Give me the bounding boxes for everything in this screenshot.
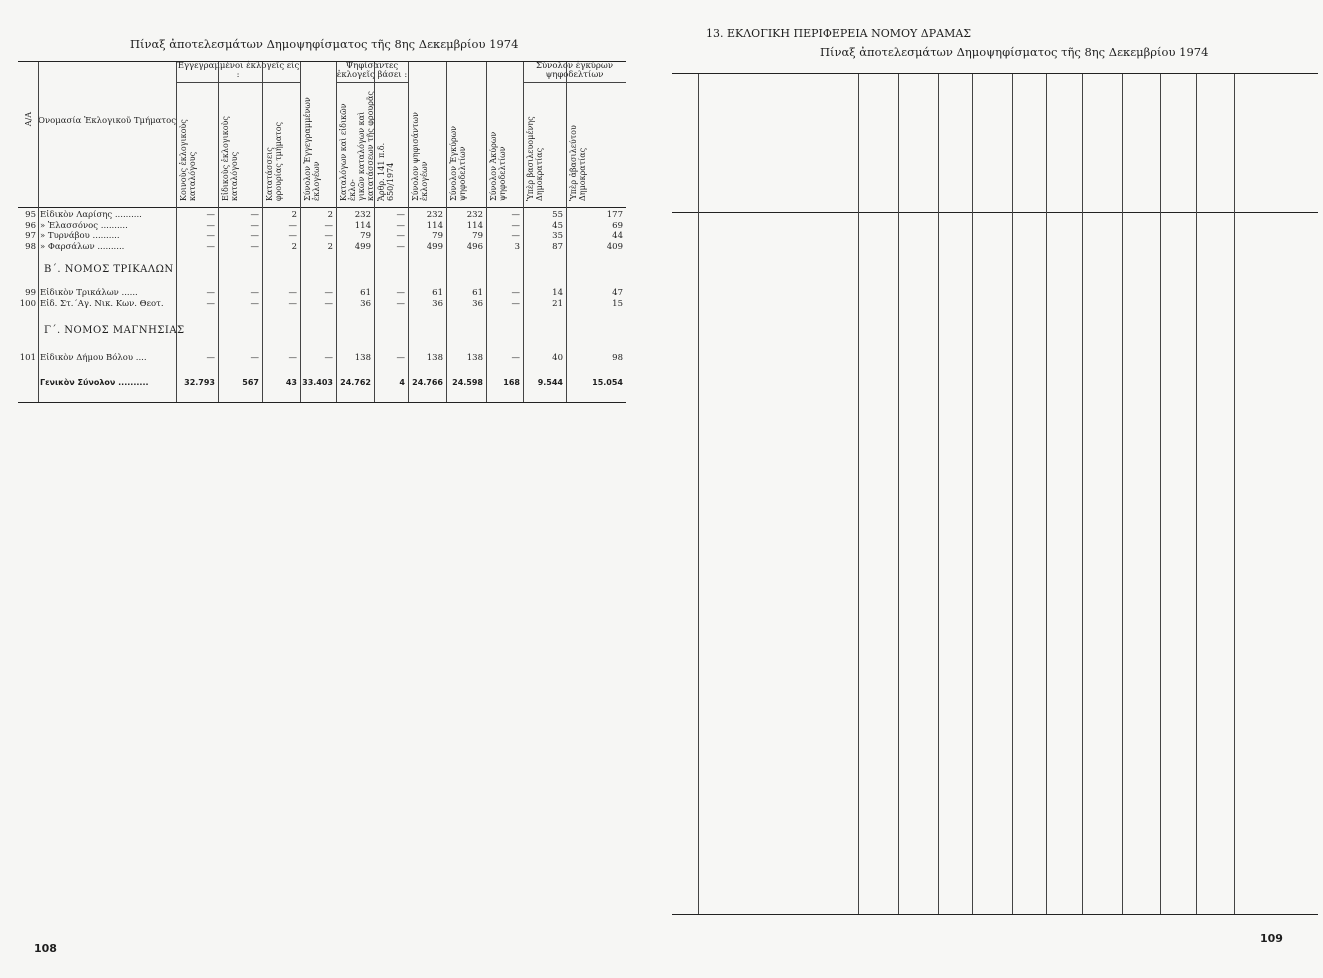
value-cell: 61 bbox=[432, 288, 443, 298]
column-rule bbox=[898, 74, 899, 914]
value-cell: 138 bbox=[466, 353, 483, 363]
value-cell: — bbox=[396, 353, 405, 363]
section-name: » Φαρσάλων .......... bbox=[40, 241, 125, 252]
value-cell: 35 bbox=[552, 231, 563, 241]
value-cell: — bbox=[324, 298, 333, 309]
value-cell: 168 bbox=[503, 377, 520, 387]
header-col-7: Σύνολον ψηφισάντων ἐκλογέων bbox=[411, 112, 429, 201]
header-group-voted: Ψηφίσαντες ἐκλογεῖς βάσει : bbox=[336, 62, 408, 83]
value-cell: 24.598 bbox=[452, 377, 483, 387]
value-cell: — bbox=[206, 210, 215, 220]
value-cell: 32.793 bbox=[184, 377, 215, 387]
value-cell: 24.766 bbox=[412, 377, 443, 387]
value-cell: — bbox=[250, 298, 259, 309]
left-results-table bbox=[18, 61, 626, 403]
column-rule bbox=[1196, 74, 1197, 914]
value-cell: — bbox=[396, 288, 405, 298]
value-cell: 232 bbox=[426, 210, 443, 220]
value-cell: — bbox=[250, 353, 259, 363]
section-heading: Γ΄. ΝΟΜΟΣ ΜΑΓΝΗΣΙΑΣ bbox=[44, 325, 185, 336]
value-cell: — bbox=[396, 220, 405, 231]
value-cell: 15 bbox=[612, 298, 623, 309]
value-cell: 47 bbox=[612, 288, 623, 298]
header-aa: Α/Α bbox=[24, 112, 33, 127]
value-cell: — bbox=[206, 220, 215, 231]
value-cell: 9.544 bbox=[537, 377, 563, 387]
header-group-valid: Σύνολον ἐγκύρων ψηφοδελτίων bbox=[523, 62, 626, 83]
value-cell: 79 bbox=[432, 231, 443, 241]
value-cell: — bbox=[511, 288, 520, 298]
value-cell: 2 bbox=[327, 241, 333, 252]
column-rule bbox=[1082, 74, 1083, 914]
value-cell: 79 bbox=[360, 231, 371, 241]
left-page-number: 108 bbox=[34, 942, 57, 955]
header-col-8: Σύνολον Ἐγκύρων ψηφοδελτίων bbox=[449, 125, 467, 201]
value-cell: 232 bbox=[354, 210, 371, 220]
value-cell: 114 bbox=[354, 220, 371, 231]
value-cell: 114 bbox=[426, 220, 443, 231]
value-cell: 36 bbox=[432, 298, 443, 309]
value-cell: — bbox=[324, 353, 333, 363]
value-cell: — bbox=[396, 241, 405, 252]
value-cell: 232 bbox=[466, 210, 483, 220]
column-rule bbox=[1160, 74, 1161, 914]
value-cell: 24.762 bbox=[340, 377, 371, 387]
right-page-number: 109 bbox=[1260, 932, 1283, 945]
value-cell: 15.054 bbox=[592, 377, 623, 387]
section-name: Εἰδ. Στ.΄Αγ. Νικ. Κων. Θεοτ. bbox=[40, 298, 164, 309]
value-cell: 36 bbox=[472, 298, 483, 309]
value-cell: — bbox=[288, 220, 297, 231]
value-cell: — bbox=[511, 353, 520, 363]
value-cell: — bbox=[511, 298, 520, 309]
header-col-2: Εἰδικοὺς ἐκλογικοὺς καταλόγους bbox=[221, 116, 239, 201]
value-cell: 33.403 bbox=[302, 377, 333, 387]
value-cell: 36 bbox=[360, 298, 371, 309]
drama-results-table bbox=[672, 73, 1318, 915]
column-rule bbox=[1012, 74, 1013, 914]
value-cell: 55 bbox=[552, 210, 563, 220]
value-cell: — bbox=[396, 210, 405, 220]
value-cell: 45 bbox=[552, 220, 563, 231]
section-name: » Ἐλασσόνος .......... bbox=[40, 220, 128, 231]
value-cell: 2 bbox=[291, 210, 297, 220]
left-table-header bbox=[18, 62, 626, 208]
value-cell: — bbox=[324, 231, 333, 241]
header-col-4: Σύνολον Ἐγγεγραμμένων ἐκλογέων bbox=[303, 97, 321, 201]
row-number: 95 bbox=[25, 210, 36, 220]
row-number: 98 bbox=[25, 241, 36, 252]
value-cell: — bbox=[511, 210, 520, 220]
header-col-10: Ὑπὲρ βασιλευομένης Δημοκρατίας bbox=[526, 116, 544, 201]
value-cell: — bbox=[288, 288, 297, 298]
column-rule bbox=[972, 74, 973, 914]
value-cell: — bbox=[396, 231, 405, 241]
value-cell: 21 bbox=[552, 298, 563, 309]
section-heading: Β΄. ΝΟΜΟΣ ΤΡΙΚΑΛΩΝ bbox=[44, 264, 174, 275]
section-name: Εἰδικὸν Τρικάλων ...... bbox=[40, 288, 138, 298]
value-cell: 138 bbox=[354, 353, 371, 363]
value-cell: 2 bbox=[291, 241, 297, 252]
value-cell: 409 bbox=[606, 241, 623, 252]
value-cell: 138 bbox=[426, 353, 443, 363]
section-name: » Τυρνάβου .......... bbox=[40, 231, 120, 241]
value-cell: 44 bbox=[612, 231, 623, 241]
right-table-header bbox=[672, 74, 1318, 213]
value-cell: 3 bbox=[514, 241, 520, 252]
row-number: 97 bbox=[25, 231, 36, 241]
value-cell: — bbox=[250, 231, 259, 241]
value-cell: — bbox=[250, 241, 259, 252]
value-cell: — bbox=[250, 210, 259, 220]
header-col-5: Καταλόγων καὶ εἰδικῶν ἐκλο- γικῶν καταλόγων καὶ κατατάσσεων τῆς φρουρᾶς bbox=[339, 91, 375, 201]
column-rule bbox=[698, 74, 699, 914]
header-col-3: Κατατάσσεις φρουρίας τμήματος bbox=[265, 122, 283, 201]
value-cell: — bbox=[396, 298, 405, 309]
value-cell: — bbox=[511, 231, 520, 241]
value-cell: — bbox=[288, 231, 297, 241]
value-cell: — bbox=[206, 298, 215, 309]
row-number: 100 bbox=[19, 298, 36, 309]
header-col-6: Ἄρθρ. 141 π.δ. 650/1974 bbox=[377, 142, 395, 201]
header-col-11: Ὑπὲρ ἀβασιλεύτου Δημοκρατίας bbox=[569, 125, 587, 201]
value-cell: 79 bbox=[472, 231, 483, 241]
section-name: Εἰδικὸν Δήμου Βόλου .... bbox=[40, 353, 147, 363]
row-number: 101 bbox=[19, 353, 36, 363]
header-col-1: Κοινοὺς ἐκλογικοὺς καταλόγους bbox=[179, 119, 197, 201]
column-rule bbox=[1122, 74, 1123, 914]
value-cell: 87 bbox=[552, 241, 563, 252]
value-cell: 61 bbox=[472, 288, 483, 298]
section-name: Γενικὸν Σύνολον .......... bbox=[40, 377, 149, 387]
left-page-title: Πίναξ ἀποτελεσμάτων Δημοψηφίσματος τῆς 8ης Δεκεμβρίου 1974 bbox=[130, 37, 519, 51]
value-cell: — bbox=[206, 353, 215, 363]
value-cell: 496 bbox=[466, 241, 483, 252]
value-cell: 40 bbox=[552, 353, 563, 363]
value-cell: — bbox=[324, 288, 333, 298]
value-cell: 499 bbox=[426, 241, 443, 252]
column-rule bbox=[1046, 74, 1047, 914]
value-cell: 98 bbox=[612, 353, 623, 363]
value-cell: 69 bbox=[612, 220, 623, 231]
value-cell: — bbox=[206, 231, 215, 241]
header-section-name: Ὀνομασία Ἐκλογικοῦ Τμήματος bbox=[38, 116, 177, 126]
right-page bbox=[650, 0, 1323, 978]
row-number: 99 bbox=[25, 288, 36, 298]
row-number: 96 bbox=[25, 220, 36, 231]
value-cell: 177 bbox=[606, 210, 623, 220]
column-rule bbox=[938, 74, 939, 914]
value-cell: — bbox=[511, 220, 520, 231]
right-page-title: Πίναξ ἀποτελεσμάτων Δημοψηφίσματος τῆς 8ης Δεκεμβρίου 1974 bbox=[820, 45, 1209, 59]
column-rule bbox=[1234, 74, 1235, 914]
value-cell: — bbox=[324, 220, 333, 231]
column-rule bbox=[38, 62, 39, 402]
value-cell: — bbox=[206, 288, 215, 298]
value-cell: — bbox=[206, 241, 215, 252]
value-cell: — bbox=[250, 220, 259, 231]
value-cell: 114 bbox=[466, 220, 483, 231]
value-cell: 499 bbox=[354, 241, 371, 252]
value-cell: 61 bbox=[360, 288, 371, 298]
value-cell: 14 bbox=[552, 288, 563, 298]
column-rule bbox=[858, 74, 859, 914]
left-page bbox=[0, 0, 650, 978]
header-group-registered: Ἐγγεγραμμένοι ἐκλογεῖς εἰς : bbox=[176, 62, 300, 83]
header-col-9: Σύνολον Ἀκύρων ψηφοδελτίων bbox=[489, 131, 507, 201]
region-heading: 13. ΕΚΛΟΓΙΚΗ ΠΕΡΙΦΕΡΕΙΑ ΝΟΜΟΥ ΔΡΑΜΑΣ bbox=[706, 27, 972, 40]
value-cell: 4 bbox=[399, 377, 405, 387]
value-cell: — bbox=[288, 353, 297, 363]
value-cell: — bbox=[288, 298, 297, 309]
value-cell: 43 bbox=[285, 377, 297, 387]
value-cell: 2 bbox=[327, 210, 333, 220]
section-name: Εἰδικὸν Λαρίσης .......... bbox=[40, 210, 142, 220]
value-cell: — bbox=[250, 288, 259, 298]
value-cell: 567 bbox=[242, 377, 259, 387]
